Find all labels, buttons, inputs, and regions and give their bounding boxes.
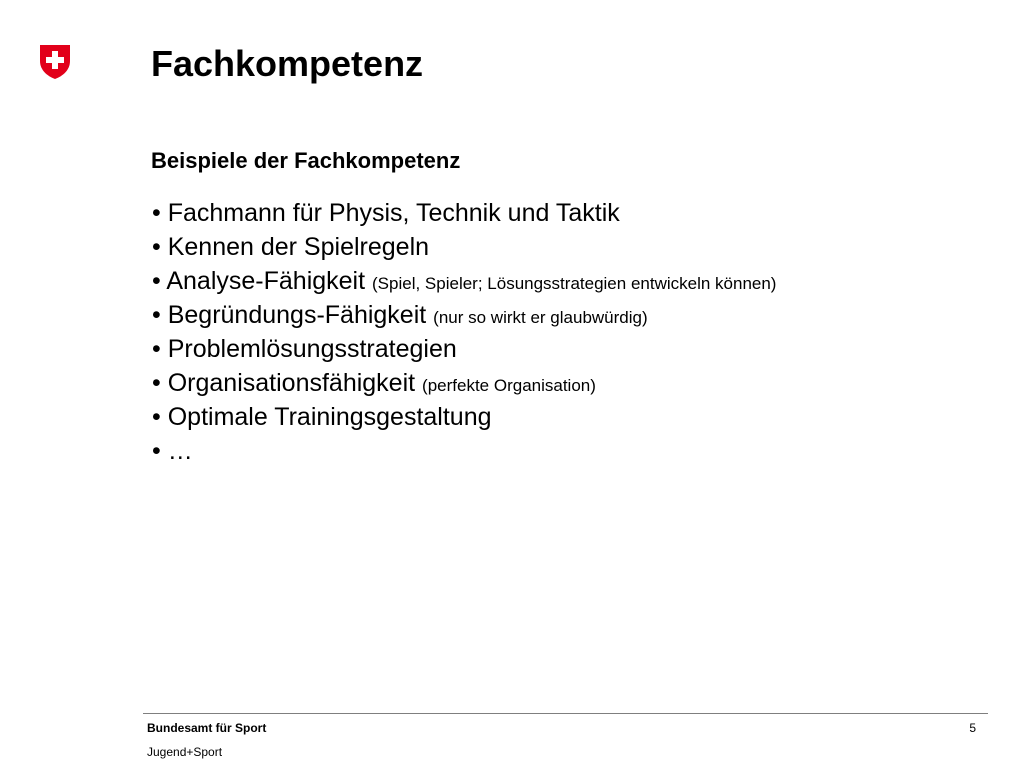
list-item (152, 264, 776, 298)
page-title: Fachkompetenz (151, 43, 424, 84)
list-item (152, 366, 776, 400)
bullet-marker: • (152, 403, 161, 431)
footer-organization: Bundesamt für Sport (147, 721, 267, 735)
footer-divider (143, 713, 988, 714)
swiss-emblem (39, 44, 71, 80)
bullet-list (152, 196, 776, 468)
bullet-text: Problemlösungsstrategien (167, 335, 457, 363)
list-item (152, 298, 776, 332)
list-item (152, 400, 776, 434)
list-item (152, 434, 776, 468)
list-item (152, 196, 776, 230)
bullet-text: Analyse-Fähigkeit (166, 267, 366, 295)
bullet-text: Organisationsfähigkeit (167, 369, 416, 397)
bullet-text: Begründungs-Fähigkeit (167, 301, 427, 329)
bullet-marker: • (152, 267, 161, 295)
footer-unit: Jugend+Sport (147, 745, 223, 759)
bullet-note: (nur so wirkt er glaubwürdig) (433, 308, 648, 327)
bullet-text: … (167, 437, 193, 465)
section-subtitle: Beispiele der Fachkompetenz (151, 148, 461, 173)
bullet-text: Optimale Trainingsgestaltung (167, 403, 492, 431)
list-item (152, 332, 776, 366)
swiss-cross-shield-icon (39, 44, 71, 80)
bullet-marker: • (152, 369, 161, 397)
page-number: 5 (969, 721, 976, 735)
bullet-text: Fachmann für Physis, Technik und Taktik (167, 199, 620, 227)
list-item (152, 230, 776, 264)
bullet-marker: • (152, 199, 161, 227)
bullet-marker: • (152, 437, 161, 465)
bullet-marker: • (152, 335, 161, 363)
bullet-note: (perfekte Organisation) (422, 376, 596, 395)
bullet-note: (Spiel, Spieler; Lösungsstrategien entwickeln können) (372, 274, 777, 293)
bullet-marker: • (152, 233, 161, 261)
bullet-marker: • (152, 301, 161, 329)
bullet-text: Kennen der Spielregeln (167, 233, 430, 261)
